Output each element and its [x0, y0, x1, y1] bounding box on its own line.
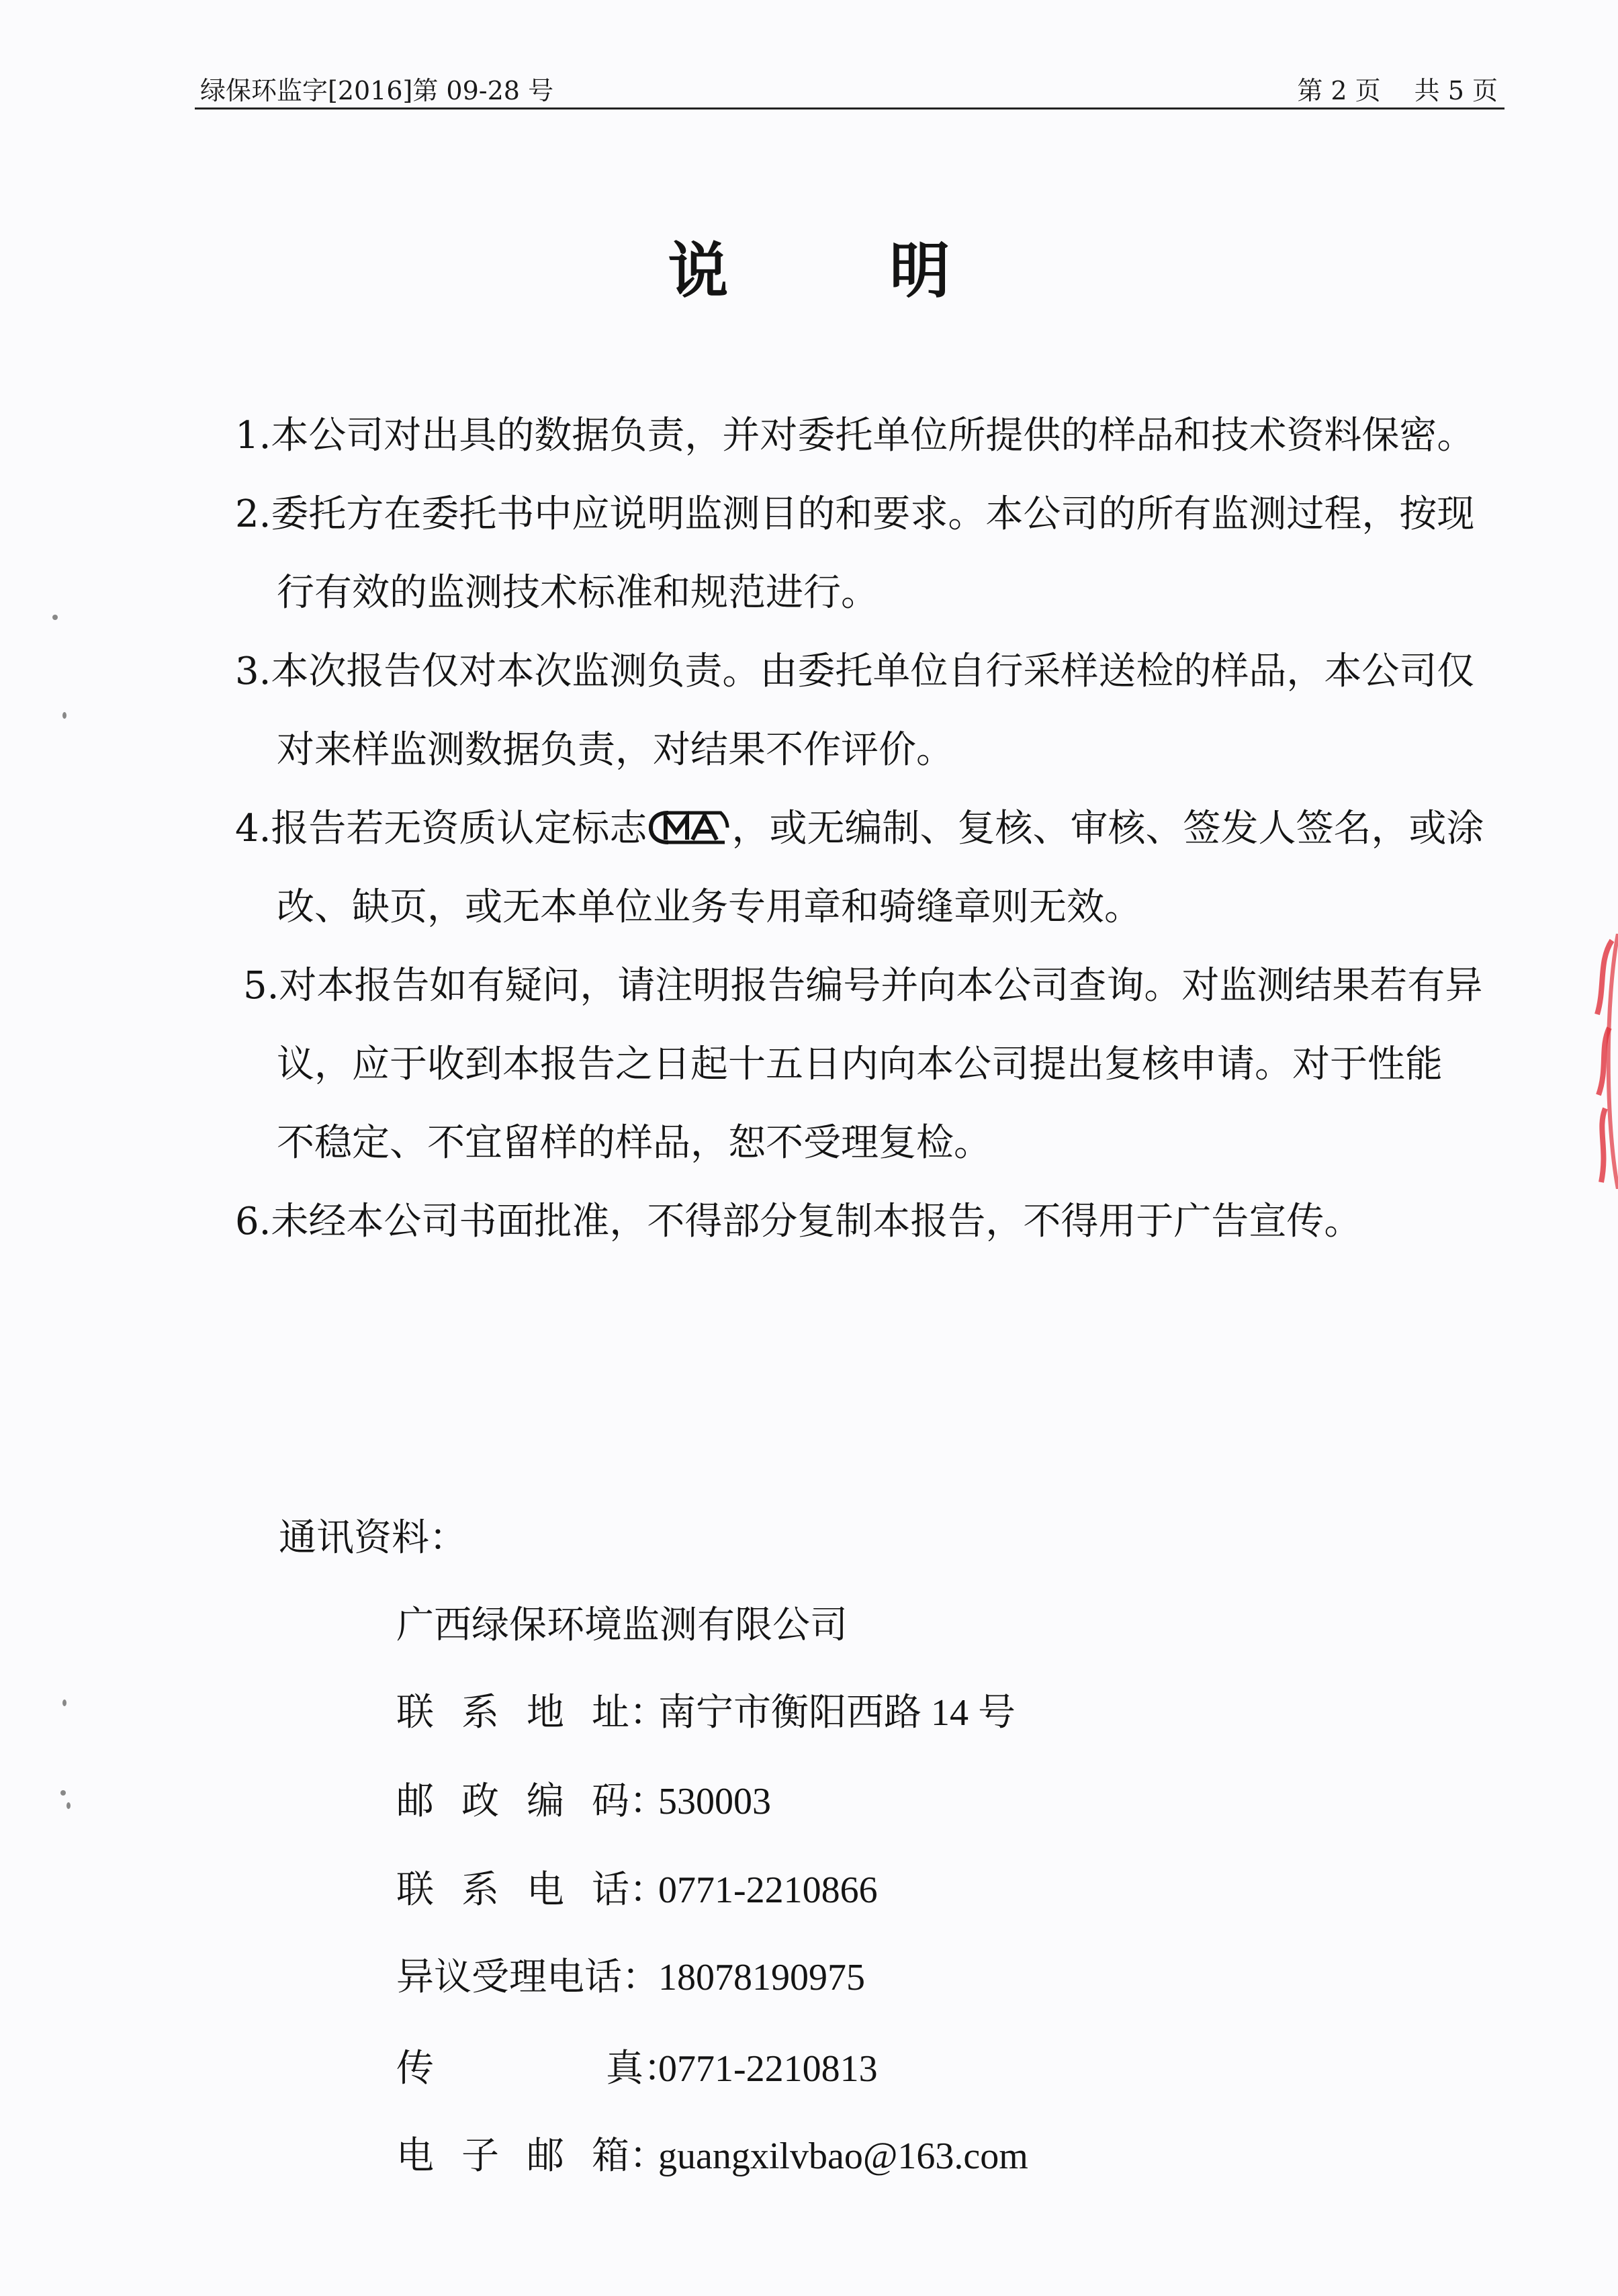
- contact-heading: 通讯资料：: [279, 1516, 467, 1560]
- objection-label: 异议受理电话：: [396, 1955, 660, 1999]
- address-label: [396, 1683, 667, 1736]
- phone-label-char: 话：: [592, 1868, 667, 1912]
- email-label-char: 箱：: [592, 2134, 667, 2178]
- address-value: 南宁市衡阳西路 14 号: [658, 1692, 1016, 1734]
- postcode-label-char: 码：: [592, 1779, 667, 1823]
- note-2-continuation: 行有效的监测技术标准和规范进行。: [277, 571, 879, 615]
- page-title: 说明: [668, 235, 1112, 306]
- phone-label-char: 电: [527, 1868, 564, 1912]
- address-label-char: 联: [396, 1691, 434, 1734]
- scan-mark: [62, 712, 66, 719]
- email-label-char: 子: [461, 2134, 499, 2178]
- notes-list: [235, 396, 1511, 1261]
- company-name: 广西绿保环境监测有限公司: [396, 1603, 848, 1647]
- note-3-continuation: 对来样监测数据负责，对结果不作评价。: [277, 728, 954, 772]
- page-header: [195, 67, 1504, 109]
- address-label-char: 址：: [592, 1691, 667, 1734]
- page-indicator: [1263, 70, 1498, 107]
- email-label-char: 邮: [527, 2134, 564, 2178]
- note-5-continuation-1: 议，应于收到本报告之日起十五日内向本公司提出复核申请。对于性能: [277, 1043, 1443, 1086]
- note-4-text-after: ，或无编制、复核、审核、签发人签名，或涂: [731, 807, 1484, 850]
- postcode-label-char: 邮: [396, 1779, 434, 1823]
- address-label-char: 系: [461, 1691, 499, 1734]
- scan-mark: [66, 1802, 71, 1809]
- contact-postcode-row: [396, 1771, 771, 1825]
- fax-label-char: 真：: [606, 2047, 681, 2090]
- contact-fax-row: [396, 2039, 878, 2092]
- note-5: [235, 946, 1511, 1182]
- phone-label: [396, 1860, 667, 1914]
- email-label: [396, 2126, 667, 2180]
- email-value: guangxilvbao@163.com: [658, 2135, 1028, 2177]
- fax-label: [396, 2039, 681, 2092]
- note-4-text-before: 4.报告若无资质认定标志: [235, 807, 647, 850]
- report-number: 绿保环监字[2016]第 09-28 号: [200, 76, 554, 105]
- contact-address-row: [396, 1683, 1016, 1736]
- note-4-continuation: 改、缺页，或无本单位业务专用章和骑缝章则无效。: [277, 885, 1142, 929]
- note-1-text: 1.本公司对出具的数据负责，并对委托单位所提供的样品和技术资料保密。: [235, 414, 1475, 457]
- postcode-value: 530003: [658, 1781, 771, 1822]
- contact-email-row: [396, 2126, 1028, 2180]
- scan-mark: [52, 615, 58, 620]
- contact-phone-row: [396, 1860, 878, 1914]
- note-4: [235, 789, 1511, 946]
- seam-seal-stamp: [1585, 934, 1618, 1189]
- postcode-label-char: 编: [527, 1779, 564, 1823]
- phone-label-char: 联: [396, 1868, 434, 1912]
- contact-objection-row: [396, 1947, 865, 2001]
- postcode-label: [396, 1771, 667, 1825]
- page-number: 第 2 页: [1297, 76, 1381, 105]
- scan-mark: [62, 1699, 66, 1706]
- address-label-char: 地: [527, 1691, 564, 1734]
- postcode-label-char: 政: [461, 1779, 499, 1823]
- fax-value: 0771-2210813: [658, 2048, 878, 2090]
- objection-value: 18078190975: [658, 1957, 865, 1998]
- note-6: [235, 1182, 1511, 1261]
- note-1: [235, 396, 1511, 475]
- phone-label-char: 系: [461, 1868, 499, 1912]
- note-5-continuation-2: 不稳定、不宜留样的样品，恕不受理复检。: [277, 1121, 991, 1165]
- note-3-text: 3.本次报告仅对本次监测负责。由委托单位自行采样送检的样品，本公司仅: [235, 650, 1475, 693]
- email-label-char: 电: [396, 2134, 434, 2178]
- fax-label-char: 传: [396, 2047, 434, 2090]
- note-6-text: 6.未经本公司书面批准，不得部分复制本报告，不得用于广告宣传。: [235, 1200, 1362, 1243]
- note-3: [235, 632, 1511, 789]
- note-5-text: 5.对本报告如有疑问，请注明报告编号并向本公司查询。对监测结果若有异: [243, 964, 1483, 1008]
- phone-value: 0771-2210866: [658, 1869, 878, 1911]
- scan-mark: [60, 1790, 66, 1796]
- page-total: 共 5 页: [1414, 76, 1498, 105]
- note-2: [235, 475, 1511, 632]
- cma-certification-icon: [648, 810, 730, 845]
- note-2-text: 2.委托方在委托书中应说明监测目的和要求。本公司的所有监测过程，按现: [235, 492, 1475, 536]
